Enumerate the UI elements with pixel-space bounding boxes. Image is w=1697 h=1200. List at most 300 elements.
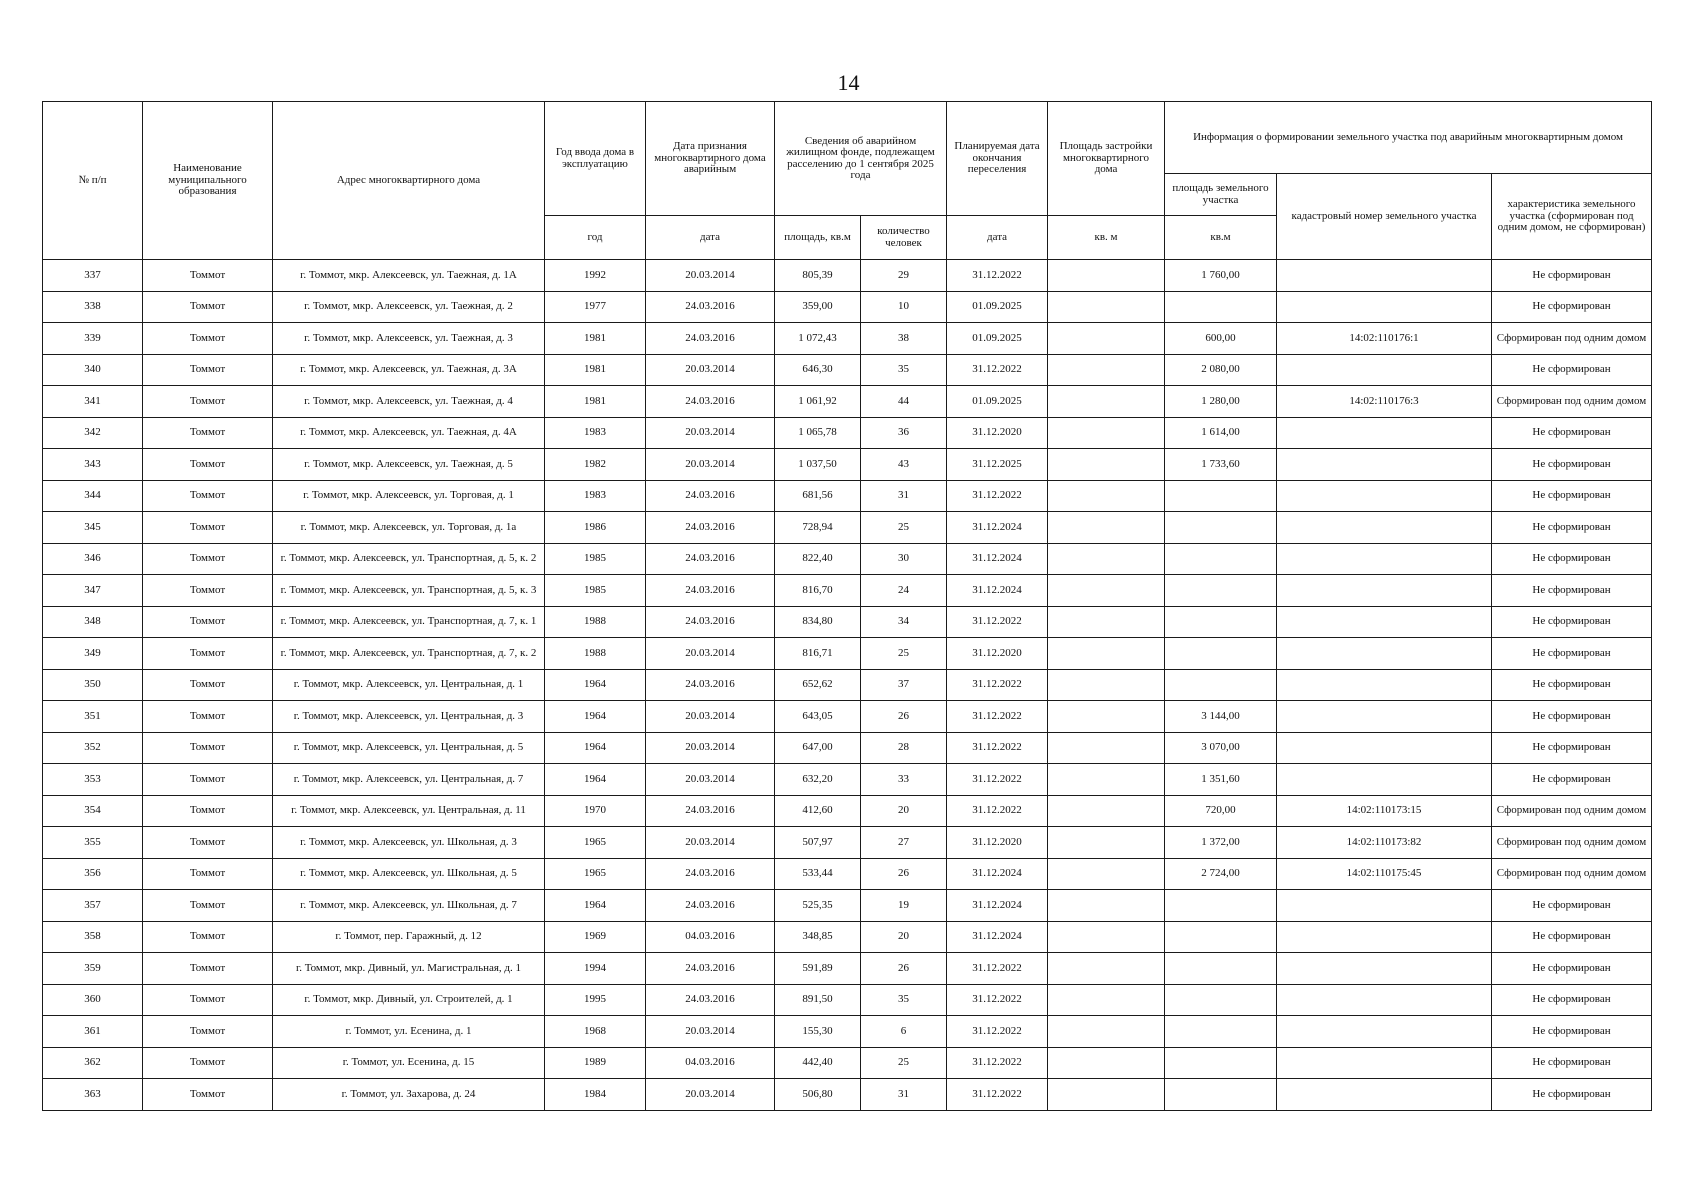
cell-planned-end: 31.12.2022 [947,701,1048,733]
table-row [43,354,1652,386]
cell-people: 20 [861,795,947,827]
cell-people: 44 [861,386,947,418]
unit-date: дата [646,216,775,260]
cell-year: 1965 [545,827,646,859]
cell-municipality: Томмот [143,323,273,355]
cell-building-area [1048,638,1165,670]
table-row [43,543,1652,575]
cell-planned-end: 31.12.2022 [947,606,1048,638]
cell-building-area [1048,669,1165,701]
cell-planned-end: 31.12.2025 [947,449,1048,481]
cell-building-area [1048,984,1165,1016]
cell-emergency-date: 24.03.2016 [646,543,775,575]
cell-num: 362 [43,1047,143,1079]
cell-people: 26 [861,701,947,733]
cell-num: 338 [43,291,143,323]
cell-people: 35 [861,984,947,1016]
cell-num: 345 [43,512,143,544]
cell-land-area: 720,00 [1165,795,1277,827]
cell-land-area [1165,984,1277,1016]
table-row [43,1047,1652,1079]
cell-planned-end: 31.12.2022 [947,1016,1048,1048]
cell-land-char: Не сформирован [1492,953,1652,985]
cell-municipality: Томмот [143,575,273,607]
cell-people: 30 [861,543,947,575]
cell-cadastral [1277,417,1492,449]
unit-people: количество человек [861,216,947,260]
cell-num: 339 [43,323,143,355]
cell-land-char: Не сформирован [1492,260,1652,292]
cell-building-area [1048,1016,1165,1048]
cell-people: 33 [861,764,947,796]
cell-building-area [1048,606,1165,638]
cell-emergency-date: 24.03.2016 [646,858,775,890]
cell-area: 442,40 [775,1047,861,1079]
cell-people: 28 [861,732,947,764]
cell-emergency-date: 24.03.2016 [646,575,775,607]
cell-num: 342 [43,417,143,449]
cell-land-char: Не сформирован [1492,921,1652,953]
cell-year: 1964 [545,890,646,922]
cell-people: 6 [861,1016,947,1048]
cell-land-char: Не сформирован [1492,1047,1652,1079]
table-row [43,858,1652,890]
table-row [43,480,1652,512]
cell-planned-end: 31.12.2022 [947,669,1048,701]
cell-area: 805,39 [775,260,861,292]
cell-year: 1989 [545,1047,646,1079]
table-row [43,291,1652,323]
cell-num: 341 [43,386,143,418]
table-row [43,953,1652,985]
cell-emergency-date: 20.03.2014 [646,701,775,733]
cell-area: 591,89 [775,953,861,985]
cell-land-char: Не сформирован [1492,354,1652,386]
cell-building-area [1048,323,1165,355]
cell-land-char: Не сформирован [1492,291,1652,323]
cell-people: 43 [861,449,947,481]
cell-year: 1984 [545,1079,646,1111]
cell-land-char: Сформирован под одним домом [1492,858,1652,890]
cell-land-area [1165,543,1277,575]
table-row [43,512,1652,544]
unit-building-sqm: кв. м [1048,216,1165,260]
table-row [43,890,1652,922]
cell-planned-end: 01.09.2025 [947,291,1048,323]
table-row [43,701,1652,733]
cell-people: 29 [861,260,947,292]
table-row [43,323,1652,355]
cell-land-char: Не сформирован [1492,606,1652,638]
cell-land-area [1165,480,1277,512]
cell-cadastral [1277,638,1492,670]
cell-cadastral [1277,354,1492,386]
cell-planned-end: 31.12.2020 [947,827,1048,859]
cell-address: г. Томмот, мкр. Дивный, ул. Магистральная, д. 1 [273,953,545,985]
cell-emergency-date: 24.03.2016 [646,480,775,512]
cell-year: 1986 [545,512,646,544]
cell-cadastral [1277,543,1492,575]
cell-num: 343 [43,449,143,481]
cell-people: 36 [861,417,947,449]
cell-address: г. Томмот, мкр. Алексеевск, ул. Центральная, д. 11 [273,795,545,827]
cell-land-area: 1 760,00 [1165,260,1277,292]
cell-land-char: Сформирован под одним домом [1492,323,1652,355]
cell-land-char: Не сформирован [1492,984,1652,1016]
cell-num: 356 [43,858,143,890]
cell-area: 533,44 [775,858,861,890]
cell-num: 337 [43,260,143,292]
cell-people: 31 [861,1079,947,1111]
cell-year: 1964 [545,764,646,796]
cell-planned-end: 31.12.2024 [947,543,1048,575]
cell-land-area [1165,890,1277,922]
cell-land-area [1165,512,1277,544]
cell-num: 348 [43,606,143,638]
cell-people: 10 [861,291,947,323]
cell-num: 355 [43,827,143,859]
cell-planned-end: 31.12.2022 [947,354,1048,386]
cell-building-area [1048,795,1165,827]
cell-land-char: Не сформирован [1492,701,1652,733]
cell-cadastral [1277,1016,1492,1048]
cell-municipality: Томмот [143,638,273,670]
cell-emergency-date: 20.03.2014 [646,449,775,481]
cell-address: г. Томмот, мкр. Алексеевск, ул. Транспортная, д. 7, к. 2 [273,638,545,670]
cell-area: 1 065,78 [775,417,861,449]
cell-people: 25 [861,512,947,544]
cell-area: 155,30 [775,1016,861,1048]
cell-cadastral [1277,669,1492,701]
cell-address: г. Томмот, мкр. Алексеевск, ул. Торговая, д. 1а [273,512,545,544]
cell-land-area [1165,291,1277,323]
cell-area: 822,40 [775,543,861,575]
cell-people: 34 [861,606,947,638]
cell-address: г. Томмот, мкр. Алексеевск, ул. Торговая, д. 1 [273,480,545,512]
cell-emergency-date: 24.03.2016 [646,795,775,827]
cell-num: 360 [43,984,143,1016]
cell-municipality: Томмот [143,1079,273,1111]
cell-land-area [1165,638,1277,670]
cell-address: г. Томмот, ул. Есенина, д. 1 [273,1016,545,1048]
cell-municipality: Томмот [143,291,273,323]
cell-cadastral [1277,291,1492,323]
col-num-header: № п/п [43,102,143,260]
col-address-header: Адрес многоквартирного дома [273,102,545,260]
cell-num: 350 [43,669,143,701]
cell-building-area [1048,417,1165,449]
table-row [43,984,1652,1016]
cell-people: 20 [861,921,947,953]
cell-land-char: Не сформирован [1492,512,1652,544]
cell-year: 1983 [545,480,646,512]
cell-people: 25 [861,1047,947,1079]
cell-municipality: Томмот [143,953,273,985]
cell-emergency-date: 20.03.2014 [646,732,775,764]
cell-people: 26 [861,953,947,985]
cell-municipality: Томмот [143,417,273,449]
cell-municipality: Томмот [143,260,273,292]
table-row [43,1016,1652,1048]
col-year-header: Год ввода дома в эксплуатацию [545,102,646,216]
col-land-area-header: площадь земельного участка [1165,174,1277,216]
cell-planned-end: 31.12.2024 [947,858,1048,890]
cell-address: г. Томмот, мкр. Алексеевск, ул. Школьная, д. 5 [273,858,545,890]
cell-cadastral: 14:02:110176:1 [1277,323,1492,355]
cell-address: г. Томмот, мкр. Алексеевск, ул. Таежная, д. 1А [273,260,545,292]
cell-people: 37 [861,669,947,701]
cell-cadastral [1277,606,1492,638]
cell-cadastral: 14:02:110173:15 [1277,795,1492,827]
cell-year: 1964 [545,669,646,701]
cell-land-area: 600,00 [1165,323,1277,355]
cell-planned-end: 31.12.2024 [947,921,1048,953]
cell-num: 344 [43,480,143,512]
col-planned-end-header: Планируемая дата окончания переселения [947,102,1048,216]
table-row [43,449,1652,481]
cell-cadastral: 14:02:110176:3 [1277,386,1492,418]
cell-cadastral [1277,890,1492,922]
cell-building-area [1048,480,1165,512]
cell-emergency-date: 24.03.2016 [646,512,775,544]
cell-num: 340 [43,354,143,386]
cell-municipality: Томмот [143,795,273,827]
cell-area: 647,00 [775,732,861,764]
cell-building-area [1048,953,1165,985]
cell-address: г. Томмот, мкр. Алексеевск, ул. Таежная, д. 3А [273,354,545,386]
cell-municipality: Томмот [143,480,273,512]
cell-land-char: Не сформирован [1492,417,1652,449]
cell-area: 507,97 [775,827,861,859]
cell-cadastral [1277,575,1492,607]
col-building-area-header: Площадь застройки многоквартирного дома [1048,102,1165,216]
cell-people: 25 [861,638,947,670]
cell-address: г. Томмот, пер. Гаражный, д. 12 [273,921,545,953]
cell-planned-end: 31.12.2022 [947,732,1048,764]
cell-area: 359,00 [775,291,861,323]
table-row [43,417,1652,449]
cell-municipality: Томмот [143,386,273,418]
cell-year: 1965 [545,858,646,890]
cell-building-area [1048,827,1165,859]
cell-area: 728,94 [775,512,861,544]
cell-municipality: Томмот [143,890,273,922]
cell-municipality: Томмот [143,701,273,733]
cell-land-char: Не сформирован [1492,890,1652,922]
cell-land-char: Не сформирован [1492,669,1652,701]
cell-land-char: Сформирован под одним домом [1492,386,1652,418]
cell-land-area: 3 070,00 [1165,732,1277,764]
cell-emergency-date: 20.03.2014 [646,827,775,859]
cell-building-area [1048,386,1165,418]
cell-emergency-date: 24.03.2016 [646,669,775,701]
cell-address: г. Томмот, мкр. Алексеевск, ул. Центральная, д. 7 [273,764,545,796]
table-row [43,764,1652,796]
cell-area: 412,60 [775,795,861,827]
cell-address: г. Томмот, мкр. Алексеевск, ул. Транспортная, д. 7, к. 1 [273,606,545,638]
cell-emergency-date: 24.03.2016 [646,606,775,638]
cell-building-area [1048,575,1165,607]
cell-land-char: Не сформирован [1492,764,1652,796]
cell-year: 1964 [545,732,646,764]
cell-address: г. Томмот, мкр. Алексеевск, ул. Таежная, д. 4 [273,386,545,418]
cell-emergency-date: 20.03.2014 [646,764,775,796]
cell-area: 891,50 [775,984,861,1016]
cell-area: 506,80 [775,1079,861,1111]
cell-emergency-date: 24.03.2016 [646,890,775,922]
cell-cadastral [1277,732,1492,764]
cell-year: 1981 [545,354,646,386]
cell-land-char: Не сформирован [1492,543,1652,575]
unit-land-sqm: кв.м [1165,216,1277,260]
cell-area: 646,30 [775,354,861,386]
cell-building-area [1048,858,1165,890]
cell-num: 361 [43,1016,143,1048]
cell-land-char: Не сформирован [1492,575,1652,607]
cell-land-area [1165,953,1277,985]
cell-area: 834,80 [775,606,861,638]
cell-area: 1 037,50 [775,449,861,481]
cell-num: 351 [43,701,143,733]
cell-municipality: Томмот [143,543,273,575]
cell-area: 348,85 [775,921,861,953]
cell-land-area: 1 614,00 [1165,417,1277,449]
cell-emergency-date: 20.03.2014 [646,1079,775,1111]
cell-land-area [1165,1016,1277,1048]
cell-municipality: Томмот [143,732,273,764]
cell-emergency-date: 20.03.2014 [646,417,775,449]
cell-planned-end: 01.09.2025 [947,323,1048,355]
cell-people: 35 [861,354,947,386]
table-row [43,921,1652,953]
cell-land-area: 2 080,00 [1165,354,1277,386]
cell-land-area [1165,1047,1277,1079]
cell-area: 632,20 [775,764,861,796]
table-row [43,606,1652,638]
cell-people: 26 [861,858,947,890]
cell-year: 1970 [545,795,646,827]
cell-cadastral [1277,480,1492,512]
cell-planned-end: 31.12.2024 [947,890,1048,922]
col-emergency-info-header: Сведения об аварийном жилищном фонде, подлежащем расселению до 1 сентября 2025 года [775,102,947,216]
table-row [43,638,1652,670]
cell-area: 681,56 [775,480,861,512]
cell-planned-end: 31.12.2020 [947,417,1048,449]
unit-year: год [545,216,646,260]
cell-planned-end: 31.12.2022 [947,795,1048,827]
cell-building-area [1048,764,1165,796]
cell-cadastral [1277,921,1492,953]
cell-planned-end: 31.12.2022 [947,1047,1048,1079]
cell-building-area [1048,1079,1165,1111]
cell-planned-end: 31.12.2022 [947,953,1048,985]
cell-area: 643,05 [775,701,861,733]
cell-emergency-date: 04.03.2016 [646,921,775,953]
cell-cadastral [1277,764,1492,796]
cell-building-area [1048,449,1165,481]
emergency-housing-table [42,101,1652,1111]
cell-planned-end: 31.12.2022 [947,260,1048,292]
cell-address: г. Томмот, ул. Захарова, д. 24 [273,1079,545,1111]
cell-municipality: Томмот [143,764,273,796]
cell-land-area [1165,606,1277,638]
cell-building-area [1048,260,1165,292]
cell-land-char: Не сформирован [1492,480,1652,512]
cell-area: 1 061,92 [775,386,861,418]
cell-num: 346 [43,543,143,575]
cell-building-area [1048,701,1165,733]
col-land-char-header: характеристика земельного участка (сформирован под одним домом, не сформирован) [1492,174,1652,260]
cell-land-area: 3 144,00 [1165,701,1277,733]
cell-land-area [1165,669,1277,701]
cell-emergency-date: 04.03.2016 [646,1047,775,1079]
table-body [43,260,1652,1111]
cell-address: г. Томмот, мкр. Алексеевск, ул. Транспортная, д. 5, к. 3 [273,575,545,607]
cell-num: 358 [43,921,143,953]
cell-land-area: 1 351,60 [1165,764,1277,796]
cell-address: г. Томмот, мкр. Алексеевск, ул. Таежная, д. 5 [273,449,545,481]
col-land-info-header: Информация о формировании земельного участка под аварийным многоквартирным домом [1165,102,1652,174]
unit-date-end: дата [947,216,1048,260]
cell-address: г. Томмот, мкр. Алексеевск, ул. Таежная, д. 2 [273,291,545,323]
cell-land-area: 1 372,00 [1165,827,1277,859]
cell-year: 1992 [545,260,646,292]
cell-year: 1981 [545,386,646,418]
cell-land-char: Не сформирован [1492,732,1652,764]
cell-land-area [1165,921,1277,953]
cell-year: 1985 [545,543,646,575]
cell-year: 1988 [545,638,646,670]
cell-emergency-date: 24.03.2016 [646,291,775,323]
cell-land-area: 1 280,00 [1165,386,1277,418]
unit-area: площадь, кв.м [775,216,861,260]
cell-cadastral [1277,1047,1492,1079]
cell-area: 652,62 [775,669,861,701]
cell-municipality: Томмот [143,449,273,481]
cell-emergency-date: 24.03.2016 [646,984,775,1016]
cell-land-area [1165,1079,1277,1111]
cell-emergency-date: 20.03.2014 [646,354,775,386]
cell-planned-end: 31.12.2024 [947,575,1048,607]
cell-building-area [1048,732,1165,764]
cell-planned-end: 01.09.2025 [947,386,1048,418]
cell-planned-end: 31.12.2024 [947,512,1048,544]
cell-people: 38 [861,323,947,355]
cell-year: 1995 [545,984,646,1016]
cell-land-area: 1 733,60 [1165,449,1277,481]
cell-municipality: Томмот [143,1047,273,1079]
cell-cadastral: 14:02:110173:82 [1277,827,1492,859]
cell-municipality: Томмот [143,512,273,544]
cell-planned-end: 31.12.2022 [947,764,1048,796]
cell-land-char: Не сформирован [1492,1079,1652,1111]
cell-cadastral [1277,260,1492,292]
table-row [43,260,1652,292]
cell-num: 357 [43,890,143,922]
cell-planned-end: 31.12.2022 [947,984,1048,1016]
cell-land-char: Сформирован под одним домом [1492,795,1652,827]
cell-cadastral [1277,701,1492,733]
cell-municipality: Томмот [143,921,273,953]
table-row [43,669,1652,701]
cell-num: 359 [43,953,143,985]
cell-land-char: Сформирован под одним домом [1492,827,1652,859]
cell-people: 27 [861,827,947,859]
cell-num: 352 [43,732,143,764]
cell-num: 347 [43,575,143,607]
cell-address: г. Томмот, мкр. Алексеевск, ул. Таежная, д. 4А [273,417,545,449]
cell-municipality: Томмот [143,606,273,638]
